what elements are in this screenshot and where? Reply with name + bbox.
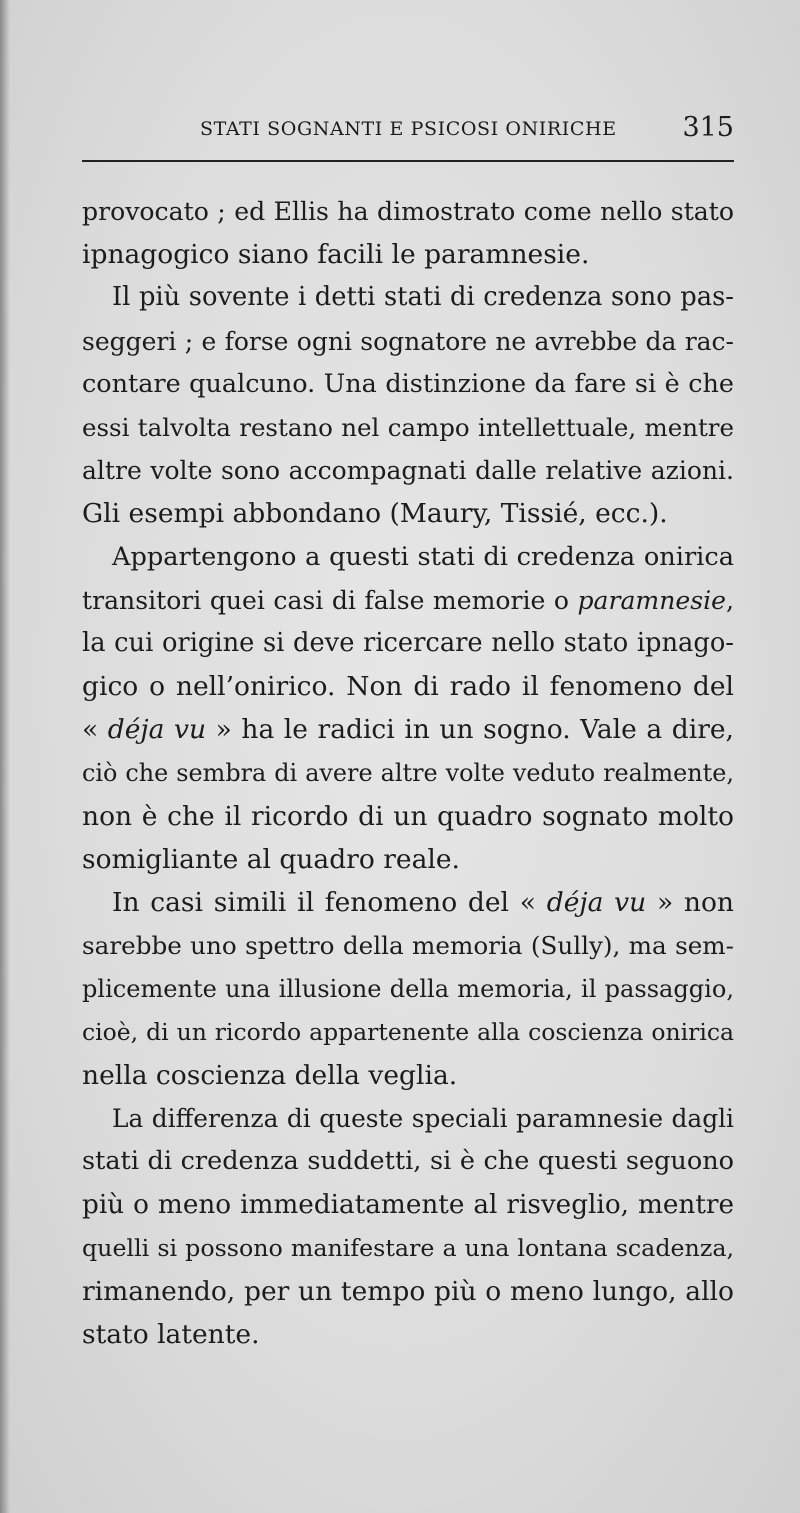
text-line: essi talvolta restano nel campo intellettuale, mentre: [82, 413, 734, 443]
text-line: più o meno immediatamente al risveglio, mentre: [82, 1189, 734, 1220]
italic-term: paramnesie: [577, 585, 726, 615]
text-segment: In casi simili il fenomeno del «: [112, 887, 536, 919]
text-line: [82, 579, 734, 622]
text-line: seggeri ; e forse ogni sognatore ne avrebbe da rac-: [82, 326, 734, 356]
text-line: rimanendo, per un tempo più o meno lungo, allo: [82, 1276, 734, 1308]
text-segment: » ha le radici in un sogno. Vale a dire,: [215, 714, 734, 746]
text-line: Il più sovente i detti stati di credenza sono pas-: [112, 282, 734, 313]
text-line: cioè, di un ricordo appartenente alla coscienza onirica: [82, 1017, 734, 1046]
running-title: STATI SOGNANTI E PSICOSI ONIRICHE: [200, 118, 617, 140]
text-line: stati di credenza suddetti, si è che questi seguono: [82, 1146, 734, 1177]
text-line: ipnagogico siano facili le paramnesie.: [82, 239, 590, 271]
text-line: stato latente.: [82, 1319, 260, 1351]
text-line: la cui origine si deve ricercare nello stato ipnago-: [82, 628, 734, 659]
text-line: plicemente una illusione della memoria, il passaggio,: [82, 974, 734, 1003]
text-segment: «: [82, 714, 99, 746]
text-line: somigliante al quadro reale.: [82, 844, 460, 876]
text-line: nella coscienza della veglia.: [82, 1060, 458, 1092]
text-line: non è che il ricordo di un quadro sognato molto: [82, 800, 734, 832]
header-rule: [82, 160, 734, 162]
text-segment: ,: [726, 585, 734, 615]
page-number: 315: [682, 112, 734, 143]
binding-shadow: [0, 0, 10, 1513]
page-header: [82, 112, 734, 148]
text-line: La differenza di queste speciali paramnesie dagli: [112, 1104, 734, 1134]
text-line: Appartengono a questi stati di credenza onirica: [112, 541, 734, 572]
italic-term: déja vu: [546, 887, 647, 919]
text-segment: transitori quei casi di false memorie o: [82, 585, 569, 615]
text-line: sarebbe uno spettro della memoria (Sully), ma sem-: [82, 931, 734, 961]
text-line: provocato ; ed Ellis ha dimostrato come nello stato: [82, 197, 734, 226]
text-line: quelli si possono manifestare a una lontana scadenza,: [82, 1233, 734, 1262]
text-line: Gli esempi abbondano (Maury, Tissié, ecc.).: [82, 498, 668, 530]
italic-term: déja vu: [107, 714, 207, 746]
text-line: contare qualcuno. Una distinzione da fare si è che: [82, 368, 734, 399]
text-line: [82, 708, 734, 751]
text-segment: » non: [656, 887, 734, 919]
text-line: altre volte sono accompagnati dalle relative azioni.: [82, 456, 734, 486]
body-text: [82, 190, 734, 1356]
text-line: gico o nell’onirico. Non di rado il fenomeno del: [82, 671, 734, 703]
text-line: [82, 881, 734, 924]
text-line: ciò che sembra di avere altre volte veduto realmente,: [82, 758, 734, 787]
